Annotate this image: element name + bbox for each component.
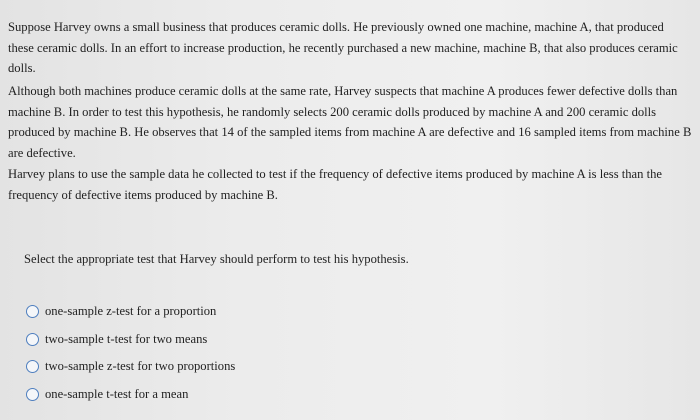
radio-button-icon[interactable] <box>26 360 39 373</box>
problem-paragraph-2: Although both machines produce ceramic dolls at the same rate, Harvey suspects that machine A produces fewer defective dolls than machine B. In order to test this hypothesis, he randomly selects 200 ceramic dolls produced by machine A and 200 ceramic dolls produced by machine B. He observes that 14 of the sampled items from machine A are defective and 16 sampled items from machine B are defective. <box>8 84 692 160</box>
answer-option-label: two-sample z-test for two proportions <box>45 359 236 374</box>
answer-option-label: two-sample t-test for two means <box>45 331 208 346</box>
radio-button-icon[interactable] <box>26 333 39 346</box>
radio-button-icon[interactable] <box>26 305 39 318</box>
answer-option[interactable] <box>26 326 235 354</box>
answer-option-label: one-sample t-test for a mean <box>45 386 189 401</box>
answer-option-label: one-sample z-test for a proportion <box>45 304 217 319</box>
answer-option[interactable] <box>26 353 235 381</box>
problem-paragraph-3: Harvey plans to use the sample data he collected to test if the frequency of defective items produced by machine A is less than the frequency of defective items produced by machine B. <box>8 167 662 202</box>
answer-options <box>26 298 235 408</box>
radio-button-icon[interactable] <box>26 388 39 401</box>
problem-paragraph-1: Suppose Harvey owns a small business that produces ceramic dolls. He previously owned one machine, machine A, that produced these ceramic dolls. In an effort to increase production, he recently purchased a new machine, machine B, that also produces ceramic dolls. <box>8 20 678 75</box>
answer-option[interactable] <box>26 381 235 409</box>
question-prompt: Select the appropriate test that Harvey should perform to test his hypothesis. <box>24 252 409 266</box>
answer-option[interactable] <box>26 298 235 326</box>
